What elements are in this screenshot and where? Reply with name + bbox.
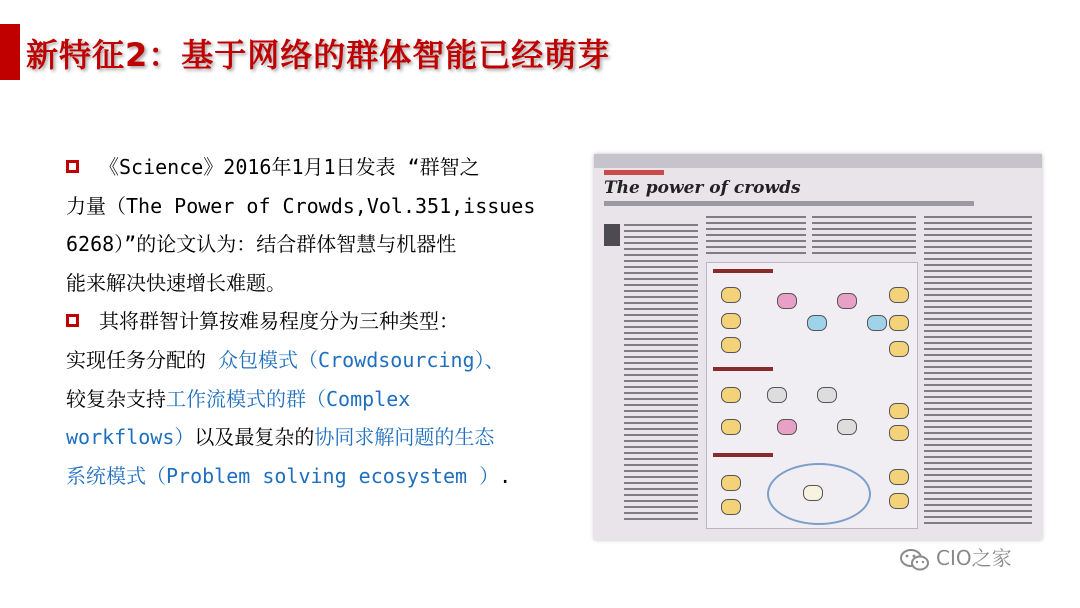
ecosystem-highlight: 协同求解问题的生态 (314, 425, 495, 450)
article-column-right (924, 216, 1032, 528)
article-kicker (604, 170, 664, 175)
text-line-3: 6268）”的论文认为：结合群体智慧与机器性 (66, 232, 457, 257)
article-dropcap (604, 224, 620, 246)
article-subtitle-line (604, 201, 974, 206)
text-line-9: 系统模式（Problem solving ecosystem ）. (66, 463, 512, 488)
wechat-icon (900, 548, 930, 572)
watermark-text: CIO之家 (936, 546, 1012, 570)
body-text (66, 148, 586, 495)
square-bullet-icon (66, 160, 79, 173)
article-column-mid-top2 (812, 216, 916, 256)
text-line-6: 实现任务分配的 众包模式（Crowdsourcing）、 (66, 347, 505, 372)
watermark (900, 542, 1012, 572)
text-line-4: 能来解决快速增长难题。 (66, 270, 286, 295)
crowdsourcing-highlight: 众包模式（Crowdsourcing）、 (218, 347, 505, 372)
article-figure (706, 262, 918, 529)
text-line-1: 《Science》2016年1月1日发表 “群智之 (66, 148, 586, 187)
article-header-strip (594, 154, 1042, 168)
workflow-highlight: 工作流模式的群（Complex (166, 386, 411, 411)
text-line-8: workflows）以及最复杂的协同求解问题的生态 (66, 425, 495, 450)
text-line-7: 较复杂支持工作流模式的群（Complex (66, 386, 411, 411)
science-article-image (594, 154, 1042, 540)
title-accent-bar (0, 24, 20, 80)
text-line-5: 其将群智计算按难易程度分为三种类型： (66, 302, 586, 341)
article-column-mid-top (706, 216, 806, 256)
square-bullet-icon (66, 314, 79, 327)
slide-title: 新特征2：基于网络的群体智能已经萌芽 (26, 36, 611, 74)
text-line-2: 力量（The Power of Crowds,Vol.351,issues (66, 193, 536, 218)
article-title: The power of crowds (604, 178, 801, 198)
article-column-left (624, 224, 698, 524)
